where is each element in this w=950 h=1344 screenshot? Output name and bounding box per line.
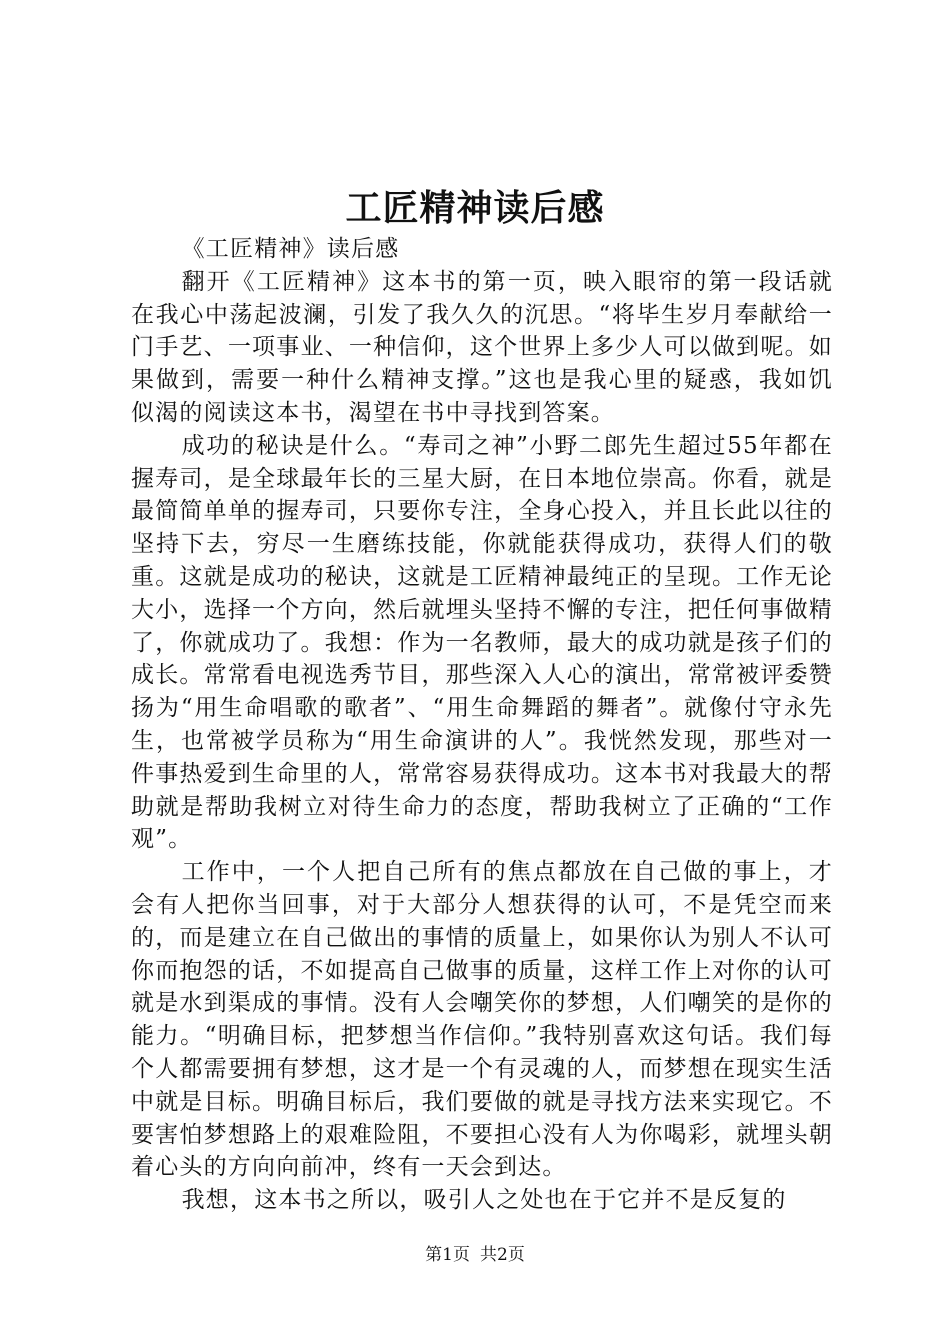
paragraph: 翻开《工匠精神》这本书的第一页，映入眼帘的第一段话就在我心中荡起波澜，引发了我久久的沉思。“将毕生岁月奉献给一门手艺、一项事业、一种信仰，这个世界上多少人可以做到呢。如果做到，需要一种什么精神支撑。”这也是我心里的疑惑，我如饥似渴的阅读这本书，渴望在书中寻找到答案。 [131,268,833,426]
page-number: 第1页 [425,1245,470,1265]
page-footer [0,1244,950,1266]
paragraph: 工作中，一个人把自己所有的焦点都放在自己做的事上，才会有人把你当回事，对于大部分人想获得的认可，不是凭空而来的，而是建立在自己做出的事情的质量上，如果你认为别人不认可你而抱怨的话，不如提高自己做事的质量，这样工作上对你的认可就是水到渠成的事情。没有人会嘲笑你的梦想，人们嘲笑的是你的能力。“明确目标，把梦想当作信仰。”我特别喜欢这句话。我们每个人都需要拥有梦想，这才是一个有灵魂的人，而梦想在现实生活中就是目标。明确目标后，我们要做的就是寻找方法来实现它。不要害怕梦想路上的艰难险阻，不要担心没有人为你喝彩，就埋头朝着心头的方向向前冲，终有一天会到达。 [131,859,833,1181]
page-total: 共2页 [480,1245,525,1265]
document-body [131,233,833,1217]
paragraph: 成功的秘诀是什么。“寿司之神”小野二郎先生超过55年都在握寿司，是全球最年长的三星大厨，在日本地位崇高。你看，就是最简简单单的握寿司，只要你专注，全身心投入，并且长此以往的坚持下去，穷尽一生磨练技能，你就能获得成功，获得人们的敬重。这就是成功的秘诀，这就是工匠精神最纯正的呈现。工作无论大小，选择一个方向，然后就埋头坚持不懈的专注，把任何事做精了，你就成功了。我想：作为一名教师，最大的成功就是孩子们的成长。常常看电视选秀节目，那些深入人心的演出，常常被评委赞扬为“用生命唱歌的歌者”、“用生命舞蹈的舞者”。就像付守永先生，也常被学员称为“用生命演讲的人”。我恍然发现，那些对一件事热爱到生命里的人，常常容易获得成功。这本书对我最大的帮助就是帮助我树立对待生命力的态度，帮助我树立了正确的“工作观”。 [131,432,833,853]
paragraph: 我想，这本书之所以，吸引人之处也在于它并不是反复的 [181,1187,787,1214]
paragraph-subtitle: 《工匠精神》读后感 [181,236,400,262]
document-title: 工匠精神读后感 [345,187,605,229]
